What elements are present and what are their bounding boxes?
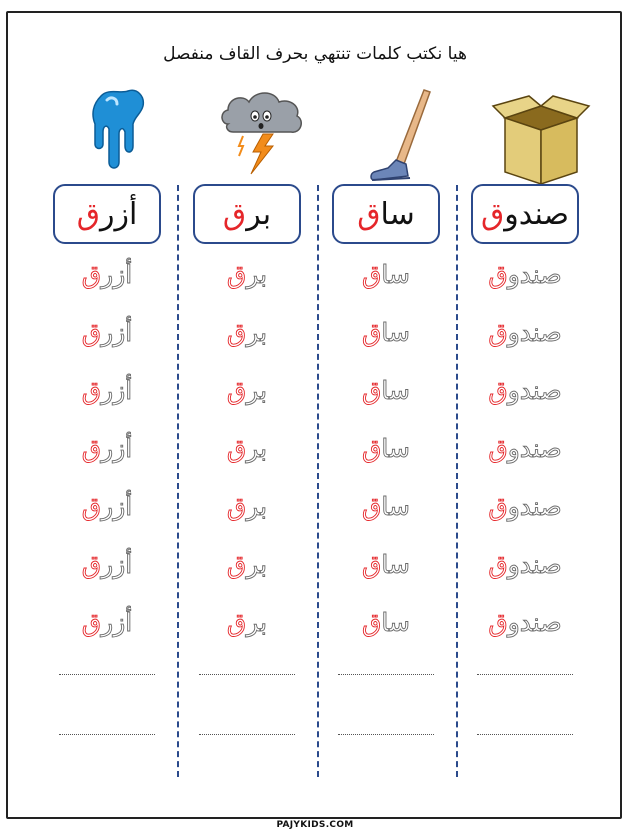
column-divider [456,185,458,777]
writing-line[interactable] [59,674,155,675]
trace-word: أزرق [81,550,133,579]
trace-word: برق [226,492,268,521]
trace-word: برق [226,434,268,463]
trace-word: برق [226,260,268,289]
trace-word: صندوق [488,260,562,289]
cardboard-box-icon [491,84,591,189]
trace-word: صندوق [488,434,562,463]
trace-word: برق [226,376,268,405]
trace-word: صندوق [488,376,562,405]
trace-word: ساق [362,260,410,289]
trace-word: أزرق [81,376,133,405]
column-divider [317,185,319,777]
column-divider [177,185,179,777]
trace-word: أزرق [81,260,133,289]
writing-line[interactable] [477,734,573,735]
word-box: صندو ق [471,184,579,244]
trace-word: صندوق [488,608,562,637]
trace-word: صندوق [488,492,562,521]
trace-word: أزرق [81,318,133,347]
writing-line[interactable] [199,674,295,675]
word-column-azraq [53,84,193,784]
writing-line[interactable] [338,674,434,675]
trace-word: أزرق [81,434,133,463]
writing-line[interactable] [59,734,155,735]
trace-word: صندوق [488,550,562,579]
word-column-sunduq [471,84,611,784]
trace-word: ساق [362,376,410,405]
trace-word: ساق [362,492,410,521]
blue-paint-drip-icon [73,84,173,189]
trace-word: ساق [362,608,410,637]
trace-word: ساق [362,550,410,579]
word-box: أزر ق [53,184,161,244]
footer-brand: PAJYKIDS.COM [0,812,630,831]
writing-line[interactable] [338,734,434,735]
trace-word: أزرق [81,492,133,521]
trace-word: صندوق [488,318,562,347]
trace-word: برق [226,318,268,347]
word-box: سا ق [332,184,440,244]
trace-word: ساق [362,434,410,463]
storm-cloud-lightning-icon [213,84,313,189]
writing-line[interactable] [199,734,295,735]
word-column-saq [332,84,472,784]
trace-word: برق [226,608,268,637]
trace-word: أزرق [81,608,133,637]
page-title: هيا نكتب كلمات تنتهي بحرف القاف منفصل [163,44,467,64]
word-box: بر ق [193,184,301,244]
word-column-barq [193,84,333,784]
leg-with-shoe-icon [352,84,452,189]
trace-word: ساق [362,318,410,347]
trace-word: برق [226,550,268,579]
writing-line[interactable] [477,674,573,675]
